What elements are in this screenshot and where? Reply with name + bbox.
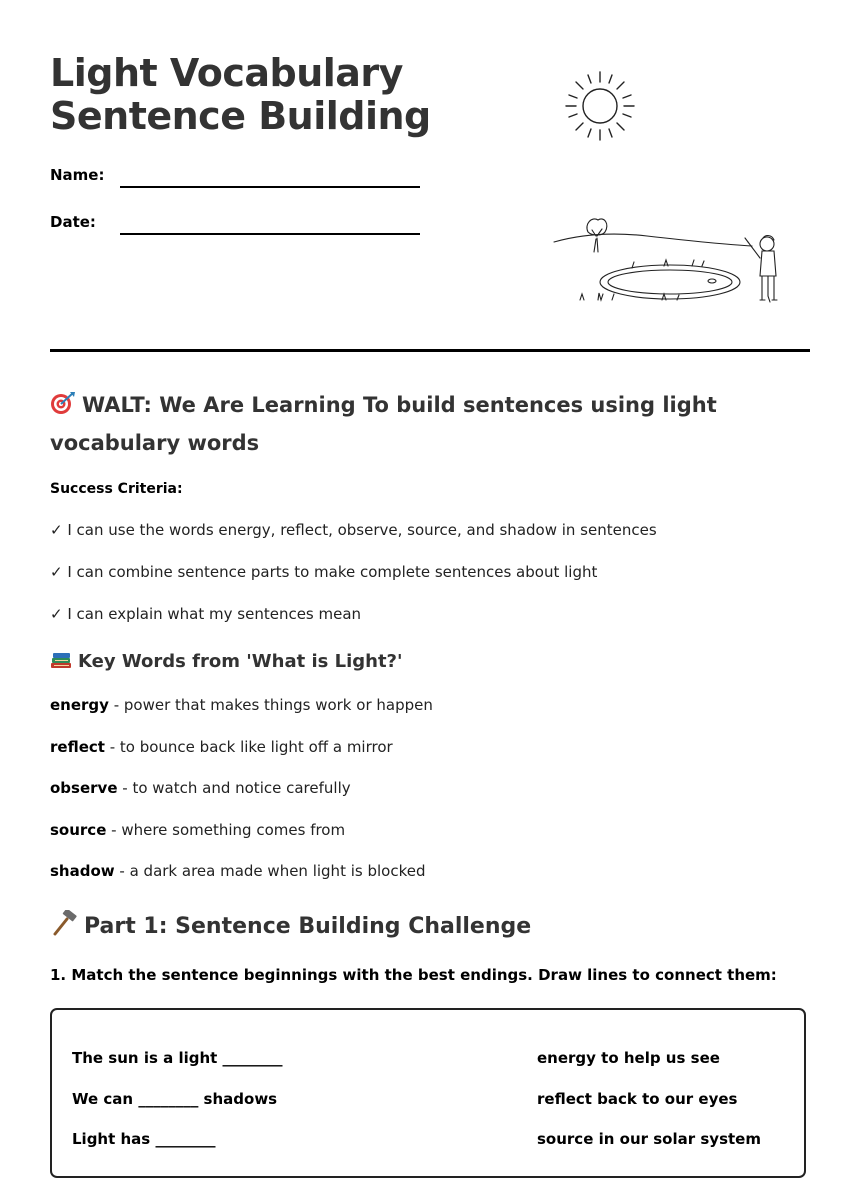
vocab-word: shadow: [50, 862, 115, 880]
vocab-item: [50, 738, 393, 756]
sentence-beginning[interactable]: The sun is a light ________: [72, 1049, 283, 1067]
sentence-ending[interactable]: energy to help us see: [537, 1049, 720, 1067]
vocab-item: [50, 862, 425, 880]
date-label: Date:: [50, 213, 96, 231]
criteria-item: ✓ I can explain what my sentences mean: [50, 605, 362, 623]
vocab-definition: - where something comes from: [106, 821, 346, 839]
kite-pond-scene-illustration: [552, 214, 787, 310]
title-line-2: Sentence Building: [50, 94, 431, 138]
part1-heading: [50, 910, 531, 939]
vocab-word: energy: [50, 696, 109, 714]
vocab-definition: - to bounce back like light off a mirror: [104, 738, 393, 756]
name-label: Name:: [50, 166, 105, 184]
name-field[interactable]: [120, 186, 420, 188]
key-words-title: Key Words from 'What is Light?': [78, 651, 403, 672]
success-criteria-heading: Success Criteria:: [50, 481, 183, 497]
criteria-item: ✓ I can combine sentence parts to make complete sentences about light: [50, 563, 598, 581]
title-line-1: Light Vocabulary: [50, 51, 403, 95]
date-field[interactable]: [120, 233, 420, 235]
vocab-definition: - power that makes things work or happen: [108, 696, 433, 714]
sentence-ending[interactable]: source in our solar system: [537, 1130, 761, 1148]
sun-icon: [560, 68, 640, 144]
part1-title: Part 1: Sentence Building Challenge: [84, 914, 532, 939]
vocab-definition: - to watch and notice carefully: [117, 779, 351, 797]
vocab-definition: - a dark area made when light is blocked: [114, 862, 426, 880]
sentence-beginning[interactable]: Light has ________: [72, 1130, 216, 1148]
sentence-beginning[interactable]: We can ________ shadows: [72, 1090, 278, 1108]
target-icon: [50, 391, 76, 415]
header-divider: [50, 349, 810, 352]
sentence-ending[interactable]: reflect back to our eyes: [537, 1090, 738, 1108]
vocab-item: [50, 696, 433, 714]
books-icon: [50, 650, 72, 670]
hammer-icon: [50, 910, 78, 936]
criteria-item: ✓ I can use the words energy, reflect, observe, source, and shadow in sentences: [50, 521, 657, 539]
walt-text: WALT: We Are Learning To build sentences using light vocabulary words: [50, 393, 717, 455]
vocab-word: reflect: [50, 738, 105, 756]
key-words-heading: [50, 650, 403, 672]
matching-instruction: 1. Match the sentence beginnings with the best endings. Draw lines to connect them:: [50, 966, 777, 984]
walt-heading: [50, 386, 770, 462]
vocab-word: observe: [50, 779, 118, 797]
vocab-word: source: [50, 821, 107, 839]
worksheet-title: [50, 52, 431, 138]
vocab-item: [50, 779, 351, 797]
vocab-item: [50, 821, 345, 839]
